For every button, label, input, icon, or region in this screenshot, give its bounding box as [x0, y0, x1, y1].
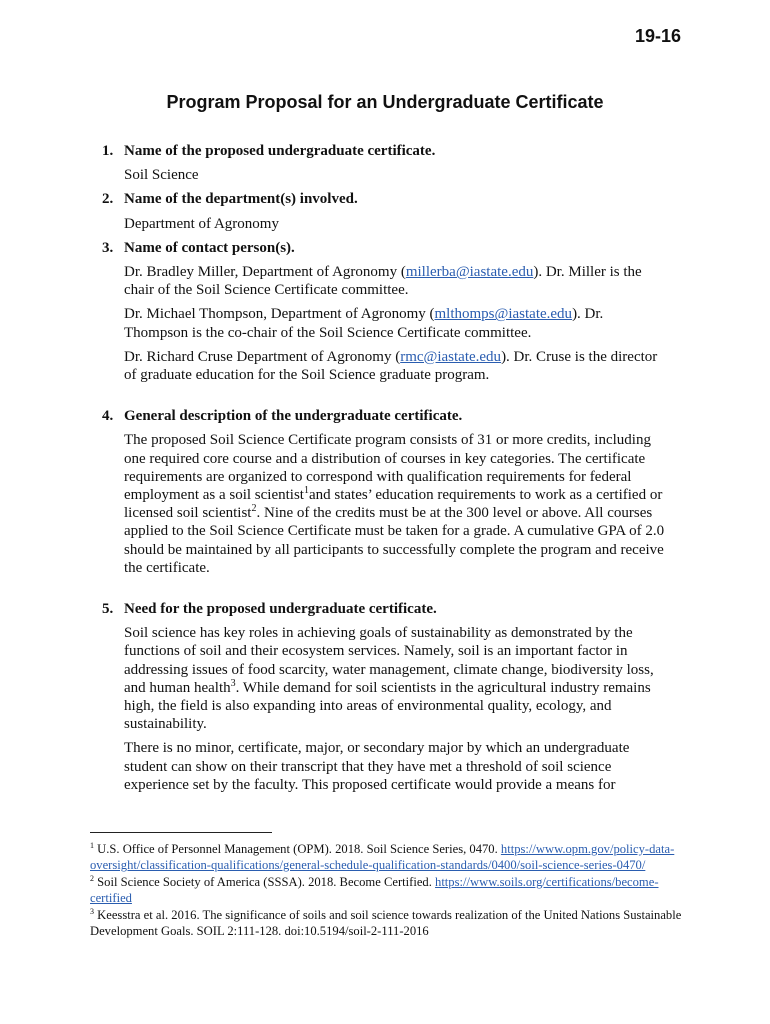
footnote: [90, 841, 690, 874]
footnote-text: Keesstra et al. 2016. The significance of soils and soil science towards realization of the United Nations Sustainable Development Goals. SOIL 2:111-128. doi:10.5194/soil-2-111-2016: [90, 907, 682, 939]
footnote-link[interactable]: https://www.soils.org/certifications/become-certified: [90, 874, 659, 906]
footnote-ref[interactable]: 2: [251, 503, 257, 515]
footnote-text: U.S. Office of Personnel Management (OPM). 2018. Soil Science Series, 0470.: [94, 842, 501, 856]
section-number: 4.: [102, 408, 114, 425]
paragraph-text: The proposed Soil Science Certificate program consists of 31 or more credits, including one required core course and a distribution of courses in key categories. The certificate requirements are organized to correspond with qualification requirements for federal employment as a soil scientist: [124, 432, 651, 504]
paragraph-text: . While demand for soil scientists in the agricultural industry remains high, the field is also expanding into areas of environmental quality, ecology, and sustainability.: [124, 679, 651, 733]
contact-paragraph: [124, 305, 669, 341]
section-heading-text: Need for the proposed undergraduate certificate.: [124, 601, 437, 618]
paragraph-text: and states’ education requirements to work as a certified or licensed soil scientist: [124, 487, 663, 522]
footnote-link[interactable]: https://www.opm.gov/policy-data-oversight/classification-qualifications/general-schedule-qualification-standards/0400/soil-science-series-0470/: [90, 842, 675, 873]
paragraph-text: Soil science has key roles in achieving goals of sustainability as demonstrated by the functions of soil and their ecosystem services. Namely, soil is an important factor in addressing issues of food scarcity, water management, climate change, biodiversity loss, and human health: [124, 625, 654, 696]
footnotes: [90, 841, 690, 939]
section-5: [102, 600, 669, 794]
footnote-marker: 1: [90, 840, 94, 850]
contact-text: ). Dr. Cruse is the director of graduate education for the Soil Science graduate program.: [124, 348, 658, 384]
contact-paragraph: [124, 263, 669, 299]
spacer: [0, 390, 770, 407]
section-number: 5.: [102, 601, 114, 618]
footnote: [90, 874, 690, 907]
section-answer: Department of Agronomy: [124, 215, 279, 232]
paragraph-text: . Nine of the credits must be at the 300 level or above. All courses applied to the Soil Science Certificate must be taken for a grade. A cumulative GPA of 2.0 should be maintained by all participants to successfully complete the program and receive the certificate.: [124, 505, 665, 576]
footnote: [90, 907, 690, 940]
contact-text: Dr. Bradley Miller, Department of Agronomy (: [124, 264, 406, 281]
section-heading: [102, 239, 669, 257]
section-number: 2.: [102, 191, 114, 208]
section-heading: [102, 142, 669, 160]
section-answer: Soil Science: [124, 167, 199, 184]
footnote-marker: 3: [90, 906, 94, 916]
section-heading-text: Name of the proposed undergraduate certificate.: [124, 143, 436, 159]
document-body: [0, 142, 770, 800]
section-heading-text: Name of the department(s) involved.: [124, 191, 358, 208]
section-heading-text: General description of the undergraduate certificate.: [124, 408, 463, 425]
section-3: [102, 239, 669, 384]
contact-text: ). Dr. Miller is the chair of the Soil Science Certificate committee.: [124, 264, 642, 299]
contact-text: Dr. Michael Thompson, Department of Agronomy (: [124, 306, 435, 323]
document-title: Program Proposal for an Undergraduate Certificate: [166, 92, 604, 112]
footnote-divider: [90, 832, 272, 833]
description-paragraph: [124, 431, 669, 577]
contact-text: Dr. Richard Cruse Department of Agronomy (: [124, 348, 401, 365]
need-paragraph: There is no minor, certificate, major, or secondary major by which an undergraduate student can show on their transcript that they have met a threshold of soil science experience set by the faculty. This proposed certificate would provide a means for: [124, 740, 630, 793]
section-heading-text: Name of contact person(s).: [124, 239, 295, 256]
section-heading: [102, 190, 669, 208]
contact-text: ). Dr. Thompson is the co-chair of the Soil Science Certificate committee.: [124, 306, 604, 341]
section-4: [102, 407, 669, 577]
section-2: [102, 190, 669, 232]
contact-paragraph: [124, 348, 669, 384]
spacer: [0, 583, 770, 600]
footnote-text: Soil Science Society of America (SSSA). 2018. Become Certified.: [94, 874, 436, 889]
section-number: 3.: [102, 239, 114, 256]
section-1: [102, 142, 669, 184]
section-number: 1.: [102, 143, 114, 159]
footnote-marker: 2: [90, 873, 94, 883]
need-paragraph: [124, 624, 669, 733]
email-link[interactable]: rmc@iastate.edu: [400, 348, 502, 365]
email-link[interactable]: mlthomps@iastate.edu: [434, 306, 573, 323]
section-heading: [102, 600, 669, 618]
page-number: 19-16: [634, 26, 681, 46]
footnote-ref[interactable]: 3: [230, 677, 236, 689]
section-heading: [102, 407, 669, 425]
footnote-ref[interactable]: 1: [303, 485, 309, 497]
email-link[interactable]: millerba@iastate.edu: [405, 264, 534, 281]
